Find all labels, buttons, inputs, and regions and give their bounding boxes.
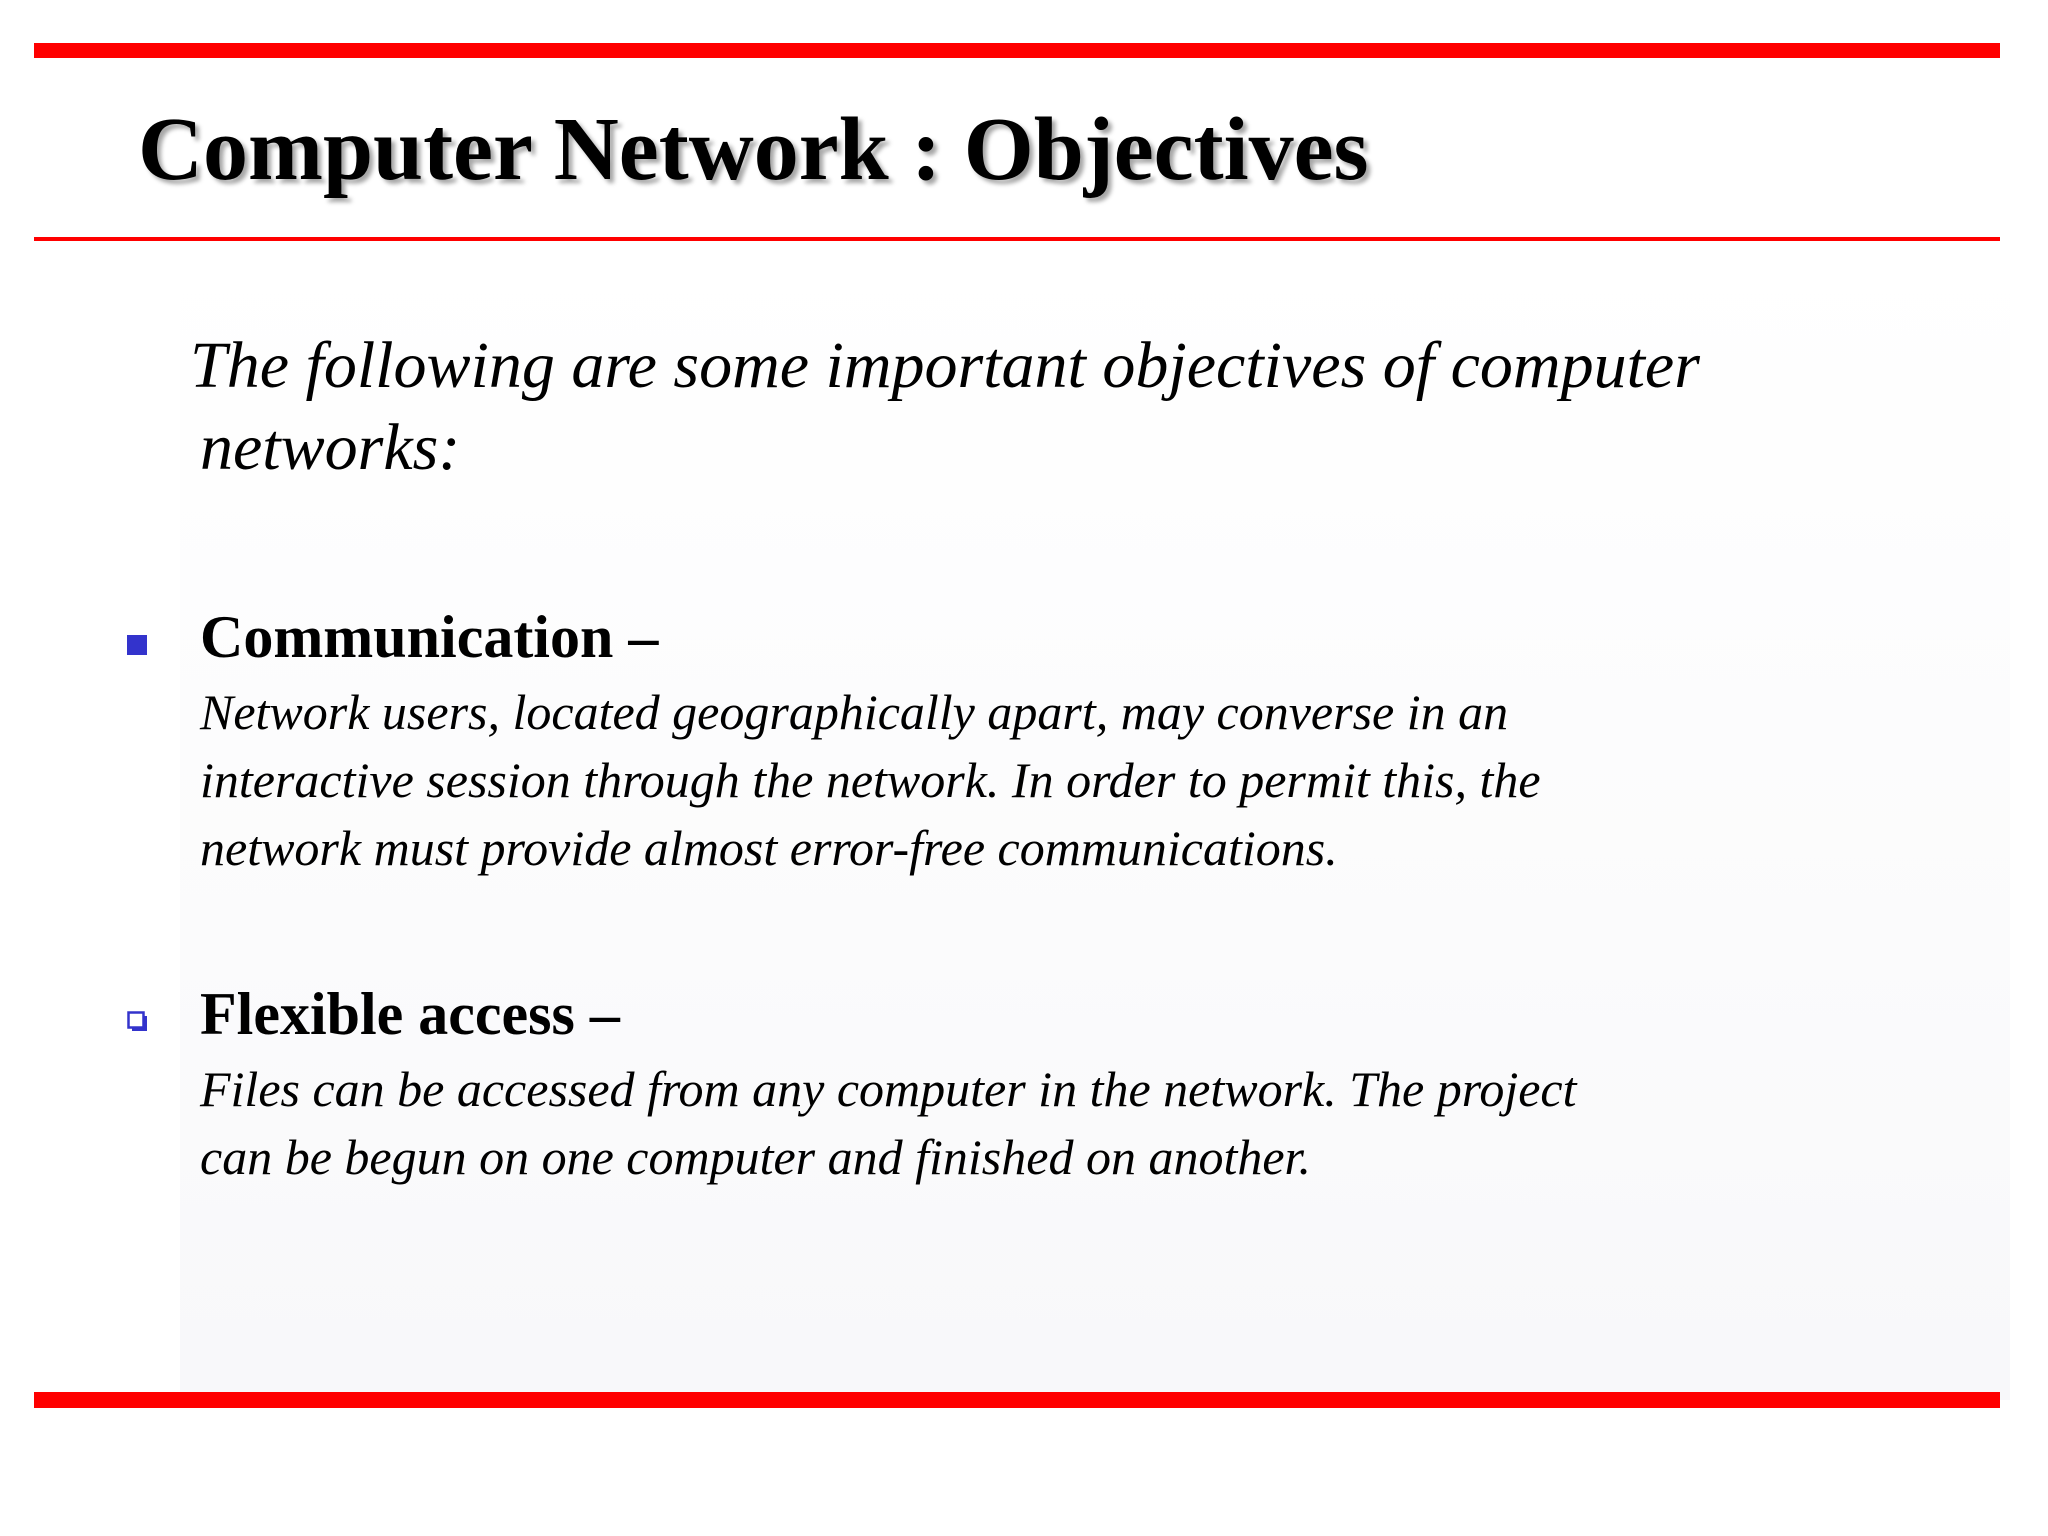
intro-paragraph bbox=[190, 325, 1810, 489]
title-underline-rule bbox=[34, 237, 2000, 241]
bullet-body bbox=[200, 678, 1820, 882]
bullet-body-line: network must provide almost error-free communications. bbox=[200, 820, 1338, 876]
intro-line: networks: bbox=[200, 411, 461, 484]
bullet-heading: Communication – bbox=[200, 604, 659, 670]
slide-title: Computer Network : Objectives bbox=[138, 100, 1369, 199]
bullet-body-line: interactive session through the network. In order to permit this, the bbox=[200, 752, 1541, 808]
bullet-heading: Flexible access – bbox=[200, 981, 620, 1047]
shadowed-box-bullet-icon bbox=[127, 1011, 149, 1033]
bullet-body bbox=[200, 1055, 1820, 1191]
intro-line: The following are some important objectives of computer bbox=[190, 329, 1700, 402]
bullet-body-line: Files can be accessed from any computer in the network. The project bbox=[200, 1061, 1577, 1117]
filled-square-bullet-icon bbox=[127, 635, 147, 655]
bullet-body-line: can be begun on one computer and finished on another. bbox=[200, 1129, 1311, 1185]
bullet-body-line: Network users, located geographically apart, may converse in an bbox=[200, 684, 1509, 740]
bottom-red-rule bbox=[34, 1392, 2000, 1408]
top-red-rule bbox=[34, 43, 2000, 58]
